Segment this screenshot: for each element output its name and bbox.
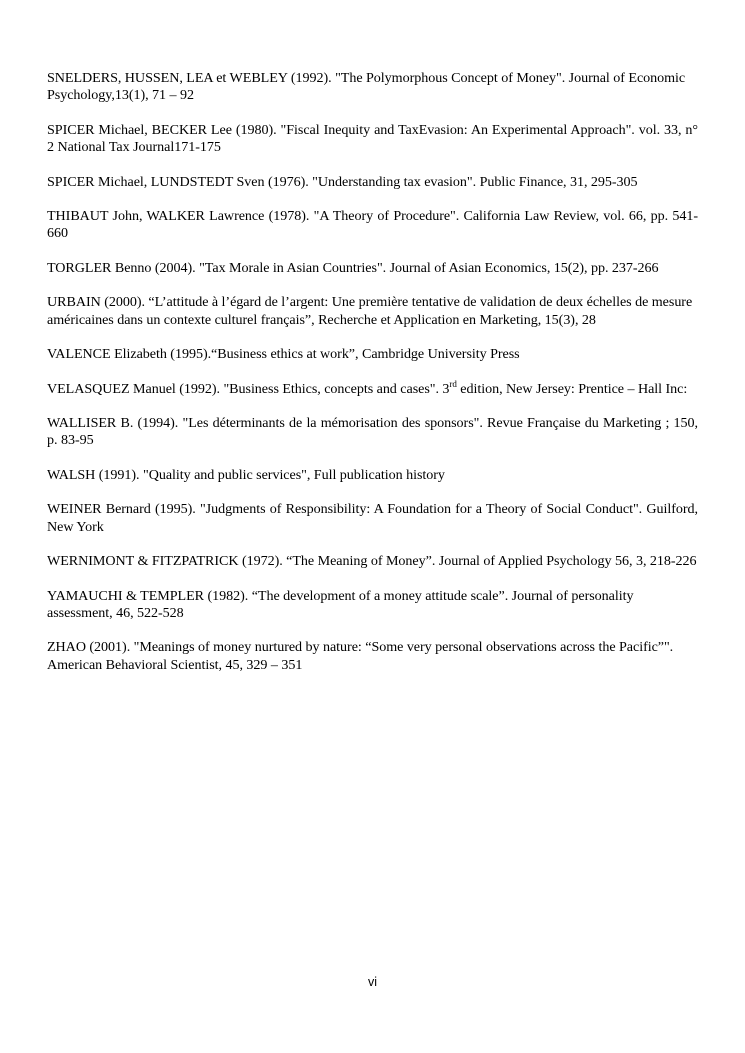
reference-entry: WEINER Bernard (1995). "Judgments of Responsibility: A Foundation for a Theory of Social Conduct". Guilford, New York [47,501,698,535]
reference-entry: VALENCE Elizabeth (1995).“Business ethics at work”, Cambridge University Press [47,346,520,363]
reference-entry: SPICER Michael, BECKER Lee (1980). "Fiscal Inequity and TaxEvasion: An Experimental Approach". vol. 33, n° 2 National Tax Journal171-175 [47,121,698,156]
reference-text: VELASQUEZ Manuel (1992). "Business Ethics, concepts and cases". 3 [47,380,450,397]
page-number: vi [367,975,378,989]
reference-text: edition, New Jersey: Prentice – Hall Inc: [456,380,688,397]
reference-entry: ZHAO (2001). "Meanings of money nurtured by nature: “Some very personal observations across the Pacific”". American Behavioral Scientist, 45, 329 – 351 [47,639,674,673]
reference-entry: TORGLER Benno (2004). "Tax Morale in Asian Countries". Journal of Asian Economics, 15(2), pp. 237-266 [47,259,659,276]
reference-list [47,70,698,691]
reference-entry: SPICER Michael, LUNDSTEDT Sven (1976). "Understanding tax evasion". Public Finance, 31, 295-305 [47,173,638,190]
reference-entry [47,378,698,398]
reference-entry: WALSH (1991). "Quality and public services", Full publication history [47,466,445,483]
reference-entry: WERNIMONT & FITZPATRICK (1972). “The Meaning of Money”. Journal of Applied Psychology 56, 3, 218-226 [47,553,697,570]
reference-entry: YAMAUCHI & TEMPLER (1982). “The development of a money attitude scale”. Journal of personality assessment, 46, 522-528 [47,587,634,621]
ordinal-superscript: rd [449,378,457,389]
reference-entry: URBAIN (2000). “L’attitude à l’égard de l’argent: Une première tentative de validation de deux échelles de mesure américaines dans un contexte culturel français”, Recherche et Application en Marketing, 15(3), 28 [47,294,693,328]
reference-entry: WALLISER B. (1994). "Les déterminants de la mémorisation des sponsors". Revue Française du Marketing ; 150, p. 83-95 [47,415,698,449]
reference-entry: THIBAUT John, WALKER Lawrence (1978). "A Theory of Procedure". California Law Review, vol. 66, pp. 541-660 [47,208,698,242]
reference-entry: SNELDERS, HUSSEN, LEA et WEBLEY (1992). "The Polymorphous Concept of Money". Journal of Economic Psychology,13(1), 71 – 92 [47,70,686,104]
